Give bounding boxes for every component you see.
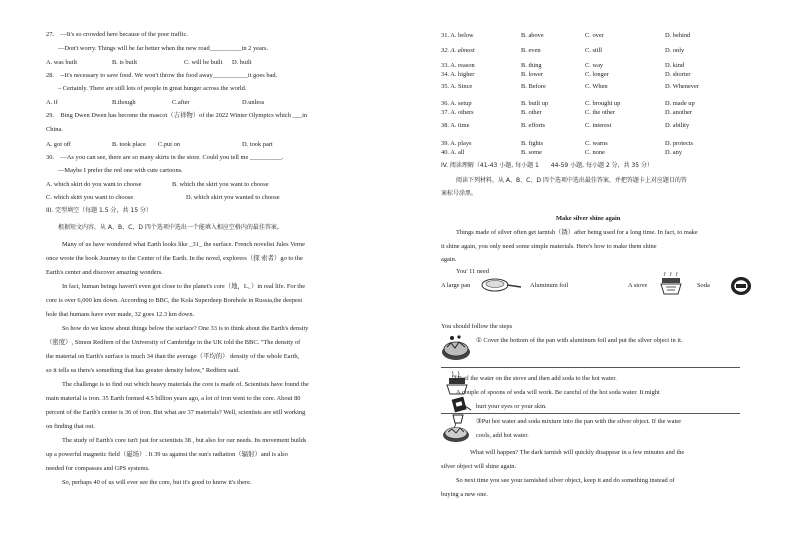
option-cell: C. brought up: [585, 100, 621, 107]
passage-line: on finding that out.: [46, 423, 95, 430]
passage-line: So how do we know about things below the surface? One 33 is to think about the Earth's density: [62, 325, 309, 332]
option-cell: B. efforts: [521, 122, 546, 129]
q30-option-d: D. which skirt you wanted to choose: [186, 194, 280, 201]
material-soda-label: Soda: [697, 282, 710, 289]
option-cell: D. made up: [665, 100, 695, 107]
q28-line1: 28. --It's necessary to save food. We won't throw the food away___________it goes bad.: [46, 72, 278, 79]
q27-option-a: A. was built: [46, 59, 78, 66]
step-1-text: ① Cover the bottom of the pan with aluminum foil and put the silver object in it.: [476, 337, 683, 344]
option-cell: 36. A. setup: [441, 100, 472, 107]
option-cell: B. thing: [521, 62, 542, 69]
option-cell: C. interest: [585, 122, 612, 129]
q28-option-d: D.unless: [242, 99, 265, 106]
passage-line: The study of Earth's core isn't just for scientists 38 , but also for our needs. Its movement builds: [62, 437, 307, 444]
q29-option-c: C.put on: [158, 141, 181, 148]
option-cell: B. even: [521, 47, 541, 54]
q28-option-c: C.after: [172, 99, 190, 106]
option-cell: D. shorter: [665, 71, 691, 78]
passage-line: hole that humans have ever made, 32 goes 12.3 km down.: [46, 311, 195, 318]
step-3-line-1: ③Put hot water and soda mixture into the pan with the silver object. If the water: [476, 418, 682, 425]
option-cell: B. built up: [521, 100, 549, 107]
soda-icon: [730, 276, 752, 296]
section-4-heading: IV. 阅读理解（41-43 小题, 每小题 1 44-59 小题, 每小题 2 分，共 35 分）: [441, 162, 654, 169]
passage-line: once wrote the book Journey to the Center of the Earth. In the novel, explorers（探 索者）go to the: [46, 255, 303, 262]
passage-line: （密度）, Simon Redfern of the University of Cambridge in the UK told the BBC. "The density of: [46, 339, 301, 346]
q29-option-d: D. took part: [242, 141, 273, 148]
option-cell: D. kind: [665, 62, 685, 69]
option-cell: 34. A. higher: [441, 71, 475, 78]
option-cell: D. ability: [665, 122, 690, 129]
passage-line: percent of the Earth's center is 36 of iron. But what are 37 materials? Well, scientists are still working: [46, 409, 306, 416]
passage-line: main material is iron. 35 Earth formed 4.5 billion years ago, a lot of iron went to the core. About 80: [46, 395, 301, 402]
intro-line: Things made of silver often get tarnish（锈）after being used for a long time. In fact, to make: [456, 229, 698, 236]
passage-line: In fact, human beings haven't even got close to the planet's core（地，L、）in real life. For the: [62, 283, 306, 290]
q29-option-a: A. got off: [46, 141, 71, 148]
option-cell: B. lower: [521, 71, 544, 78]
q29-option-b: B. took place: [112, 141, 146, 148]
option-cell: C. way: [585, 62, 604, 69]
option-cell: D. any: [665, 149, 683, 156]
passage-line: Many of us have wondered what Earth looks like _31_ the surface. French novelist Jules Verne: [62, 241, 306, 248]
q28-option-a: A. if: [46, 99, 58, 106]
option-cell: B. fights: [521, 140, 544, 147]
passage-line: core is over 6,000 km down. According to BBC, the Kola Superdeep Borehole in Russia,the deepest: [46, 297, 303, 304]
you-need-label: You' 11 need: [456, 268, 489, 275]
option-cell: 32. A. almost: [441, 47, 475, 54]
q28-line2: – Certainly. There are still lots of people in great hunger across the world.: [58, 85, 247, 92]
q28-option-b: B.though: [112, 99, 136, 106]
q30-option-c: C. which skirt you want to choose: [46, 194, 134, 201]
option-cell: D. another: [665, 109, 692, 116]
closing-line: So next time you see your tarnished silver object, keep it and do something instead of: [456, 477, 675, 484]
option-cell: 31. A. below: [441, 32, 474, 39]
q27-line1: 27. —It's so crowded here because of the poor traffic.: [46, 31, 188, 38]
step-2-line-2: A couple of spoons of soda will work. Be careful of the hot soda water. It might: [456, 389, 660, 396]
step-2-line-3: hurt your eyes or your skin.: [476, 403, 547, 410]
option-cell: B. other: [521, 109, 542, 116]
option-cell: 35. A. Since: [441, 83, 473, 90]
option-cell: D. protects: [665, 140, 694, 147]
option-cell: B. above: [521, 32, 544, 39]
step-3-line-2: cools, add hot water.: [476, 432, 529, 439]
q30-option-b: B. which the skirt you want to choose: [172, 181, 269, 188]
passage-line: Earth's center and discover amazing wonders.: [46, 269, 163, 276]
passage-line: The challenge is to find out which heavy materials the core is made of. Scientists have found the: [62, 381, 309, 388]
material-stove-label: A stove: [628, 282, 648, 289]
q27-option-d: D. built: [232, 59, 252, 66]
option-cell: 33. A. reason: [441, 62, 475, 69]
q27-option-c: C. will be built: [184, 59, 223, 66]
step-2-line-1: ②Boil the water on the stove and then add soda to the hot water.: [452, 375, 617, 382]
result-line: What will happen? The dark tarnish will quickly disappear in a few minutes and the: [470, 449, 685, 456]
section-4-instructions-cont: 案标号涂黑。: [441, 190, 478, 197]
q27-option-b: B. is built: [112, 59, 138, 66]
q29-line1: 29. Bing Dwen Dwen has become the mascot（吉祥物）of the 2022 Winter Olympics which ___in: [46, 112, 308, 119]
q30-option-a: A. which skirt do you want to choose: [46, 181, 142, 188]
passage-line: up a powerful magnetic field（磁场）. It 39 us against the sun's radiation（辐射）and is also: [46, 451, 288, 458]
q30-line2: —Maybe I prefer the red one with cute cartoons.: [58, 167, 183, 174]
section-3-heading: III. 完型填空（每题 1.5 分，共 15 分）: [46, 207, 152, 214]
q27-line2: —Don't worry. Things will be far better when the new road__________in 2 years.: [58, 45, 269, 52]
material-pan-label: A large pan: [441, 282, 471, 289]
closing-line: buying a new one.: [441, 491, 488, 498]
option-cell: C. still: [585, 47, 603, 54]
passage-title: Make silver shine again: [556, 215, 621, 222]
pouring-water-icon: [441, 413, 471, 443]
pan-icon: [480, 276, 522, 294]
option-cell: C. over: [585, 32, 604, 39]
passage-line: So, perhaps 40 of us will ever see the core, but it's good to know it's there.: [62, 479, 252, 486]
option-cell: C. longer: [585, 71, 609, 78]
intro-line: it shine again, you only need some simple materials. Here's how to make them shine: [441, 243, 657, 250]
pan-with-foil-icon: [441, 334, 471, 362]
step-divider: [441, 413, 740, 414]
option-cell: B. Before: [521, 83, 546, 90]
option-cell: C. the other: [585, 109, 615, 116]
q30-line1: 30. —As you can see, there are so many skirts in the store. Could you tell me __________.: [46, 154, 284, 161]
material-foil-label: Aluminum foil: [530, 282, 569, 289]
option-cell: C. warns: [585, 140, 608, 147]
q29-line2: China.: [46, 126, 63, 133]
option-cell: C. When: [585, 83, 608, 90]
soda-box-icon: [450, 394, 472, 414]
section-3-instructions: 根据短文内容，从 A、B、C、D 四个选项中选出一个能填入相应空格内的最佳答案。: [58, 224, 283, 231]
passage-line: so it tells us there's something that has greater density below," Redfern said.: [46, 367, 240, 374]
option-cell: 39. A. plays: [441, 140, 472, 147]
option-cell: 37. A. others: [441, 109, 474, 116]
option-cell: C. none: [585, 149, 605, 156]
passage-line: needed for compasses and GPS systems.: [46, 465, 150, 472]
option-cell: D. behind: [665, 32, 691, 39]
option-cell: D. only: [665, 47, 685, 54]
step-divider: [441, 367, 740, 368]
option-cell: D. Whenever: [665, 83, 699, 90]
option-cell: 40. A. all: [441, 149, 465, 156]
option-cell: B. some: [521, 149, 542, 156]
stove-icon: [658, 272, 684, 296]
passage-line: the material on Earth's surface is much 34 than the average（平均的） density of the whole Earth,: [46, 353, 300, 360]
option-cell: 38. A. time: [441, 122, 470, 129]
intro-line: again.: [441, 256, 457, 263]
steps-intro: You should follow the steps: [441, 323, 513, 330]
section-4-instructions: 阅读下列材料，从 A、B、C、D 四个选项中选出最佳答案，并把答题卡上对应题目的答: [456, 177, 687, 184]
result-line: silver object will shine again.: [441, 463, 517, 470]
